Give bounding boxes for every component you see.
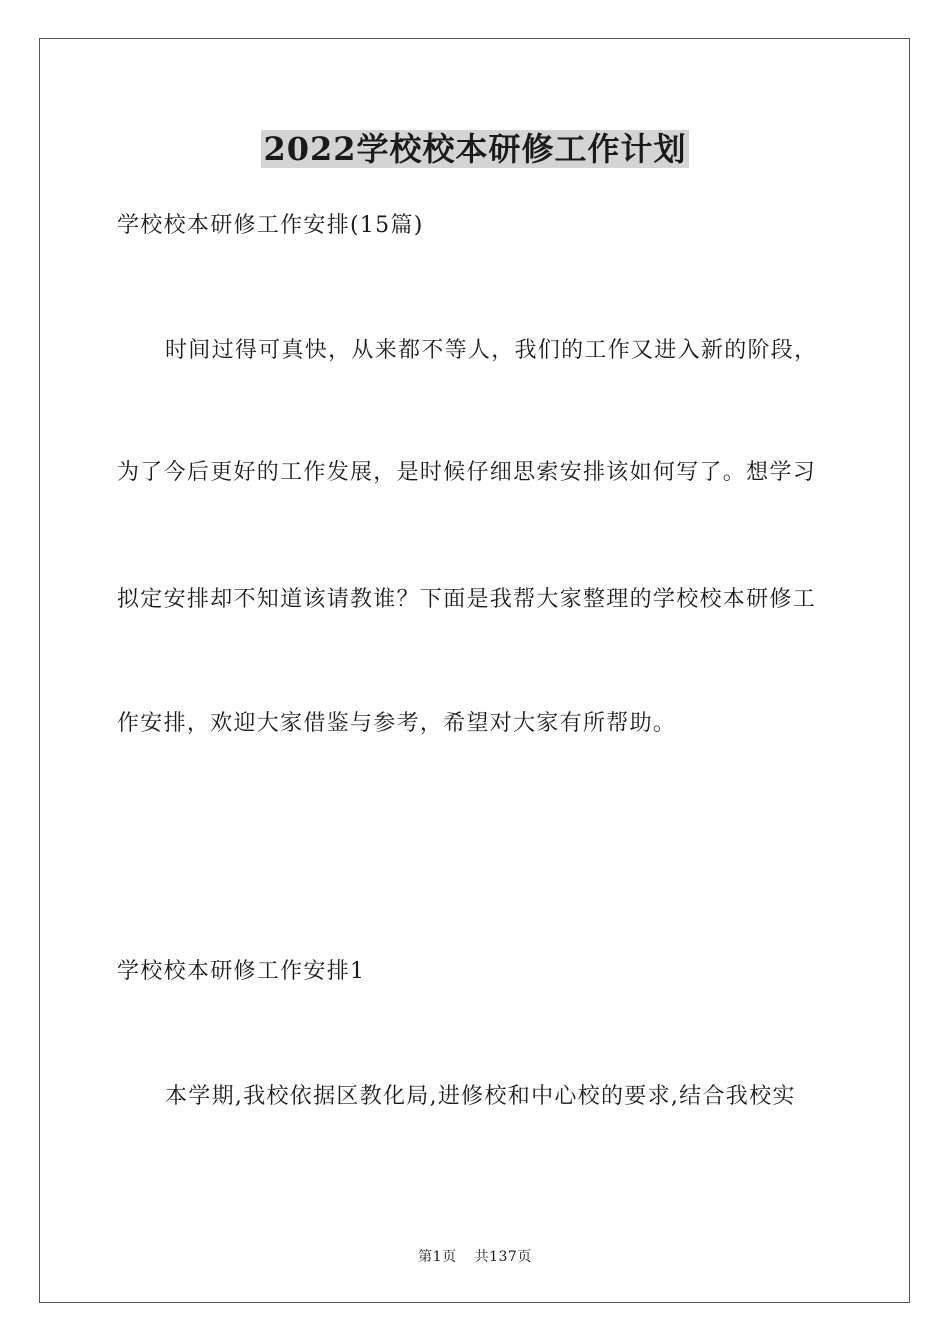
subtitle-line: 学校校本研修工作安排(15篇) bbox=[117, 213, 424, 238]
section-heading: 学校校本研修工作安排1 bbox=[117, 959, 366, 984]
body-line: 为了今后更好的工作发展，是时候仔细思索安排该如何写了。想学习 bbox=[117, 460, 817, 485]
body-line: 作安排，欢迎大家借鉴与参考，希望对大家有所帮助。 bbox=[117, 711, 677, 736]
document-title-text: 2022学校校本研修工作计划 bbox=[263, 130, 687, 168]
body-line: 本学期,我校依据区教化局,进修校和中心校的要求,结合我校实 bbox=[165, 1084, 796, 1109]
document-title bbox=[0, 127, 950, 171]
page-number-total: 共137页 bbox=[474, 1249, 532, 1265]
page-number-current: 第1页 bbox=[418, 1249, 457, 1265]
body-line: 拟定安排却不知道该请教谁？下面是我帮大家整理的学校校本研修工 bbox=[117, 587, 817, 612]
page-footer bbox=[0, 1247, 950, 1267]
body-line: 时间过得可真快，从来都不等人，我们的工作又进入新的阶段， bbox=[165, 338, 818, 363]
